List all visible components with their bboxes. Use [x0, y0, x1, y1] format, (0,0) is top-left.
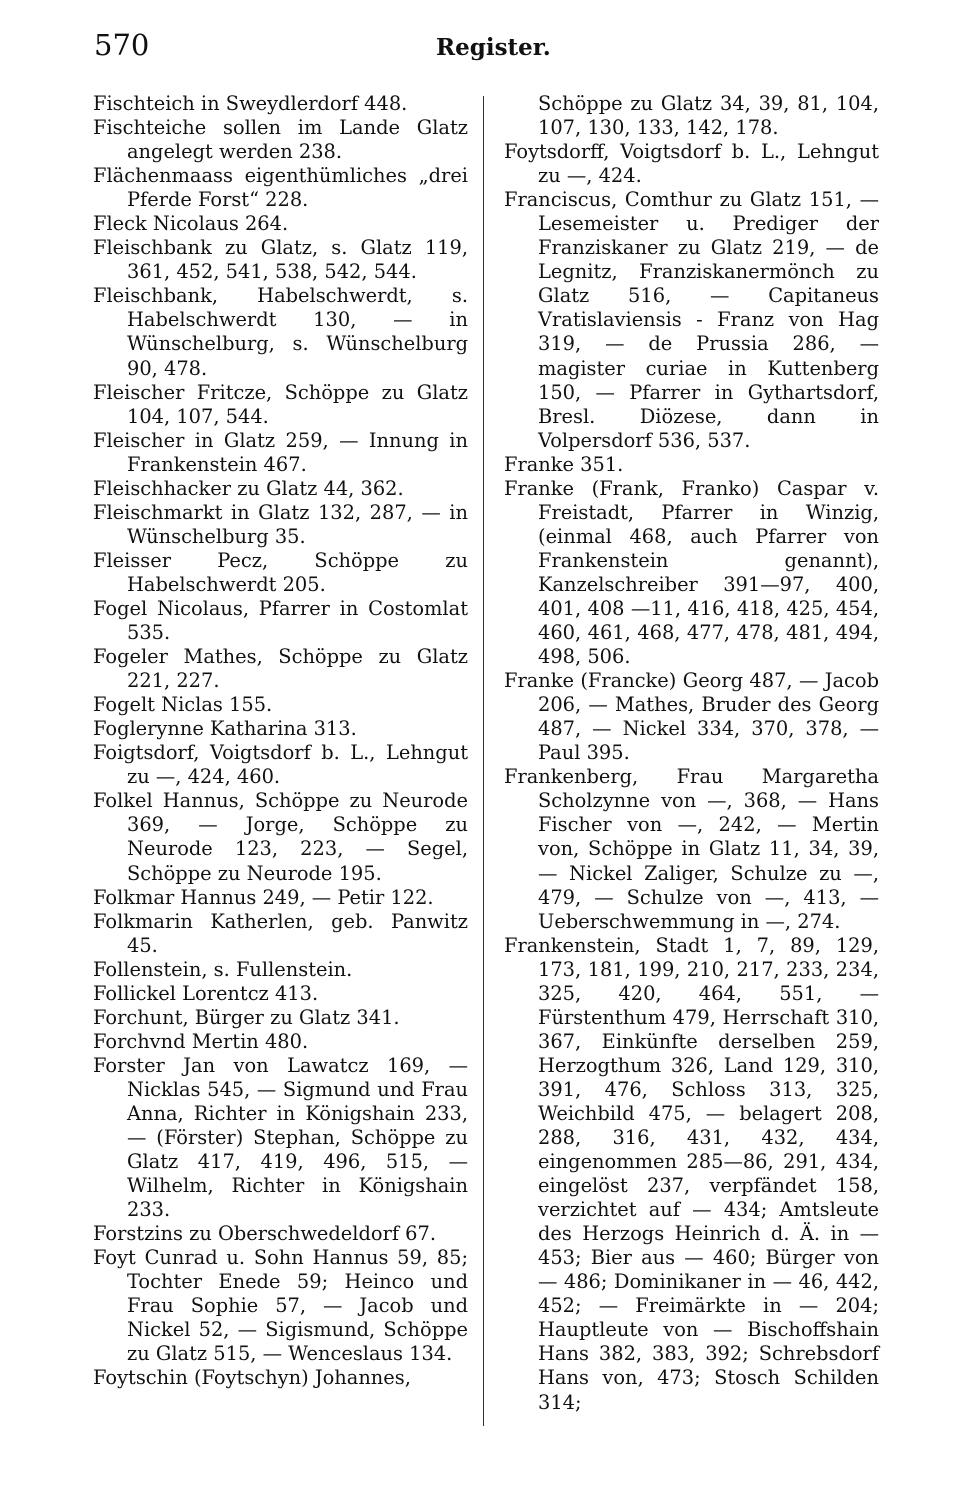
index-entry: Frankenstein, Stadt 1, 7, 89, 129, 173, 181, 199, 210, 217, 233, 234, 325, 420, 464, 551, — Fürstenthum 479, Herrschaft 310, 367, Einkünfte derselben 259, Herzogthum 326, Land 129, 310, 391, 476, Schloss 313, 325, Weichbild 475, — belagert 208, 288, 316, 431, 432, 434, eingenommen 285—86, 291, 434, eingelöst 237, verpfändet 158, verzichtet auf — 434; Amtsleute des Herzogs Heinrich d. Ä. in — 453; Bier aus — 460; Bürger von — 486; Dominikaner in — 46, 442, 452; — Freimärkte in — 204; Hauptleute von — Bischoffshain Hans 382, 383, 392; Schrebsdorf Hans von, 473; Stosch Schilden 314;	[504, 933, 879, 1414]
index-entry: Fogeler Mathes, Schöppe zu Glatz 221, 227.	[93, 645, 468, 693]
index-entry: Folkmarin Katherlen, geb. Panwitz 45.	[93, 909, 468, 957]
index-entry: Fleischhacker zu Glatz 44, 362.	[93, 476, 404, 500]
index-entry: Folkel Hannus, Schöppe zu Neurode 369, — Jorge, Schöppe zu Neurode 123, 223, — Segel, Schöppe zu Neurode 195.	[93, 789, 468, 885]
index-entry: Foglerynne Katharina 313.	[93, 717, 357, 741]
index-entry: Franciscus, Comthur zu Glatz 151, — Lesemeister u. Prediger der Franziskaner zu Glatz 219, — de Legnitz, Franziskanermönch zu Glatz 516, — Capitaneus Vratislaviensis - Franz von Hag 319, — de Prussia 286, — magister curiae in Kuttenberg 150, — Pfarrer in Gythartsdorf, Bresl. Diözese, dann in Volpersdorf 536, 537.	[504, 188, 879, 452]
page-number: 570	[94, 28, 150, 62]
index-entry: Fogel Nicolaus, Pfarrer in Costomlat 535.	[93, 596, 468, 645]
index-entry: Follickel Lorentcz 413.	[93, 981, 319, 1005]
index-entry: Franke 351.	[504, 452, 624, 476]
index-entry: Flächenmaass eigenthümliches „drei Pferde Forst“ 228.	[93, 164, 468, 212]
index-entry: Fleischbank zu Glatz, s. Glatz 119, 361, 452, 541, 538, 542, 544.	[93, 236, 468, 284]
index-entry: Franke (Francke) Georg 487, — Jacob 206, — Mathes, Bruder des Georg 487, — Nickel 334, 370, 378, — Paul 395.	[504, 669, 879, 765]
index-entry: Franke (Frank, Franko) Caspar v. Freistadt, Pfarrer in Winzig, (einmal 468, auch Pfarrer von Frankenstein genannt), Kanzelschreiber 391—97, 400, 401, 408 —11, 416, 418, 425, 454, 460, 461, 468, 477, 478, 481, 494, 498, 506.	[504, 476, 879, 669]
index-entry: Foyt Cunrad u. Sohn Hannus 59, 85; Tochter Enede 59; Heinco und Frau Sophie 57, — Jacob und Nickel 52, — Sigismund, Schöppe zu Glatz 515, — Wenceslaus 134.	[93, 1246, 468, 1366]
index-entry: Forstzins zu Oberschwedeldorf 67.	[93, 1222, 437, 1246]
index-entry: Folkmar Hannus 249, — Petir 122.	[93, 885, 434, 909]
index-entry: Foytschin (Foytschyn) Johannes,	[93, 1366, 411, 1390]
index-entry: Frankenberg, Frau Margaretha Scholzynne von —, 368, — Hans Fischer von —, 242, — Mertin von, Schöppe in Glatz 11, 34, 39, — Nickel Zaliger, Schulze zu —, 479, — Schulze von —, 413, — Ueberschwemmung in —, 274.	[504, 765, 879, 933]
index-entry: Forchvnd Mertin 480.	[93, 1029, 309, 1053]
index-entry: Foytsdorff, Voigtsdorf b. L., Lehngut zu —, 424.	[504, 140, 879, 188]
index-entry-continuation: Schöppe zu Glatz 34, 39, 81, 104, 107, 130, 133, 142, 178.	[538, 92, 879, 140]
index-entry: Fleck Nicolaus 264.	[93, 212, 289, 236]
index-entry: Fleischmarkt in Glatz 132, 287, — in Wünschelburg 35.	[93, 500, 468, 548]
left-column	[93, 92, 468, 1391]
index-entry: Forster Jan von Lawatcz 169, — Nicklas 545, — Sigmund und Frau Anna, Richter in Königshain 233, — (Förster) Stephan, Schöppe zu Glatz 417, 419, 496, 515, — Wilhelm, Richter in Königshain 233.	[93, 1053, 468, 1222]
index-entry: Fleischer Fritcze, Schöppe zu Glatz 104, 107, 544.	[93, 380, 468, 428]
running-title: Register.	[436, 34, 551, 61]
index-entry: Fleischer in Glatz 259, — Innung in Frankenstein 467.	[93, 428, 468, 476]
index-entry: Fleischbank, Habelschwerdt, s. Habelschwerdt 130, — in Wünschelburg, s. Wünschelburg 90, 478.	[93, 284, 468, 380]
index-entry: Follenstein, s. Fullenstein.	[93, 957, 353, 981]
column-divider	[483, 96, 484, 1426]
index-entry: Forchunt, Bürger zu Glatz 341.	[93, 1005, 400, 1029]
index-entry: Fischteiche sollen im Lande Glatz angelegt werden 238.	[93, 116, 468, 164]
index-entry: Fogelt Niclas 155.	[93, 693, 273, 717]
index-entry: Fischteich in Sweydlerdorf 448.	[93, 92, 408, 115]
index-entry: Foigtsdorf, Voigtsdorf b. L., Lehngut zu —, 424, 460.	[93, 741, 468, 789]
index-entry: Fleisser Pecz, Schöppe zu Habelschwerdt 205.	[93, 548, 468, 596]
right-column	[504, 92, 879, 1415]
